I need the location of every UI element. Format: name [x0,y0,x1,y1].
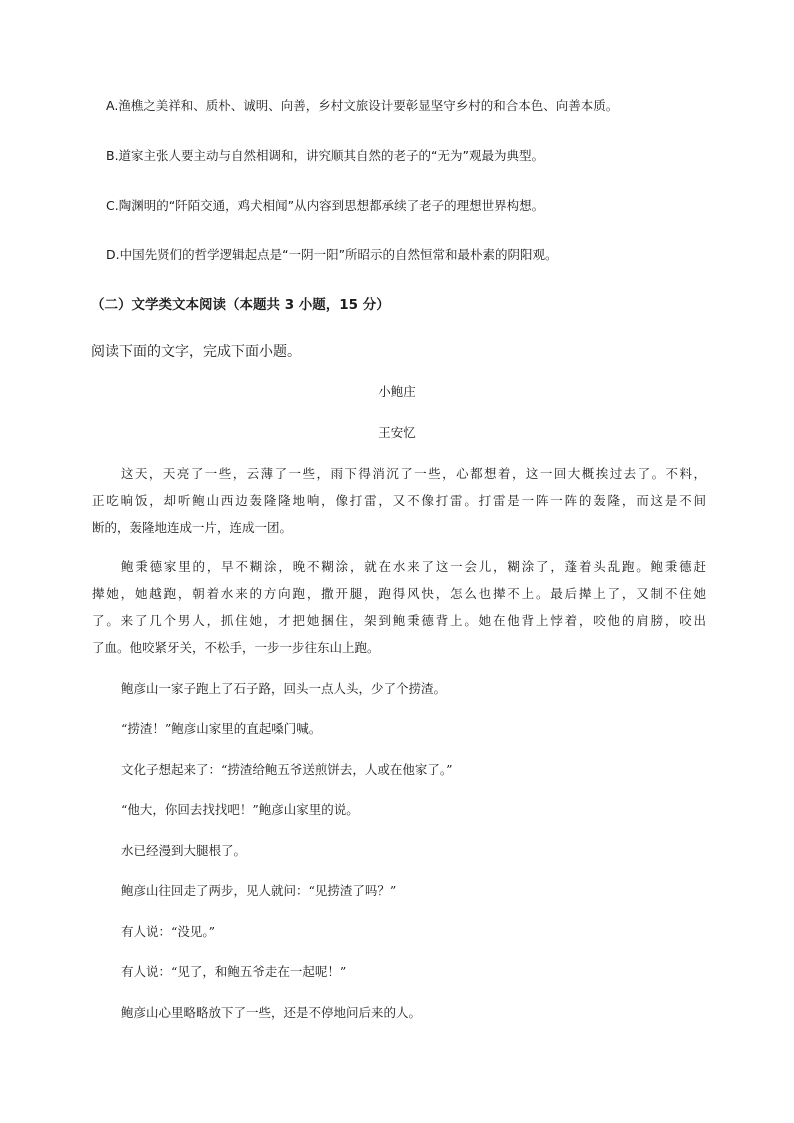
story-title: 小鲍庄 [378,384,416,399]
paragraph-8: 鲍彦山往回走了两步，见人就问：“见捞渣了吗？” [121,883,397,898]
paragraph-7: 水已经漫到大腿根了。 [121,843,247,858]
paragraph-1-line-1: 这天，天亮了一些，云薄了一些，雨下得消沉了一些，心都想着，这一回大概挨过去了。不料， [121,466,706,481]
paragraph-10: 有人说：“见了，和鲍五爷走在一起呢！” [121,964,347,979]
paragraph-5: 文化子想起来了：“捞渣给鲍五爷送煎饼去，人或在他家了。” [121,762,453,777]
option-b: B.道家主张人要主动与自然相调和，讲究顺其自然的老子的“无为”观最为典型。 [106,148,545,163]
paragraph-1-line-2: 正吃晌饭，却听鲍山西边轰隆隆地响，像打雷，又不像打雷。打雷是一阵一阵的轰隆，而这是不间 [92,493,706,508]
paragraph-2-line-1: 鲍秉德家里的，早不糊涂，晚不糊涂，就在水来了这一会儿，糊涂了，蓬着头乱跑。鲍秉德赶 [121,559,706,574]
option-d: D.中国先贤们的哲学逻辑起点是“一阴一阳”所昭示的自然恒常和最朴素的阴阳观。 [106,247,558,262]
paragraph-6: “他大，你回去找找吧！”鲍彦山家里的说。 [121,802,359,817]
paragraph-4: “捞渣！”鲍彦山家里的直起嗓门喊。 [121,721,322,736]
story-author: 王安忆 [378,425,416,440]
paragraph-2-line-2: 撵她，她越跑，朝着水来的方向跑，撒开腿，跑得风快，怎么也撵不上。最后撵上了，又制不住她 [92,586,706,601]
paragraph-2-line-3: 了。来了几个男人，抓住她，才把她捆住，架到鲍秉德背上。她在他背上悖着，咬他的肩膀，咬出 [92,613,706,628]
reading-instruction: 阅读下面的文字，完成下面小题。 [91,344,301,360]
paragraph-11: 鲍彦山心里略略放下了一些，还是不停地问后来的人。 [121,1005,422,1020]
paragraph-9: 有人说：“没见。” [121,924,216,939]
paragraph-3: 鲍彦山一家子跑上了石子路，回头一点人头，少了个捞渣。 [121,681,447,696]
section-title: （二）文学类文本阅读（本题共 3 小题，15 分） [91,297,390,313]
paragraph-1-line-3: 断的，轰隆地连成一片，连成一团。 [92,520,293,535]
paragraph-2-line-4: 了血。他咬紧牙关，不松手，一步一步往东山上跑。 [92,640,380,655]
option-c: C.陶渊明的“阡陌交通，鸡犬相闻”从内容到思想都承续了老子的理想世界构想。 [106,198,545,213]
option-a: A.渔樵之美祥和、质朴、诚明、向善，乡村文旅设计要彰显坚守乡村的和合本色、向善本质。 [106,98,619,113]
